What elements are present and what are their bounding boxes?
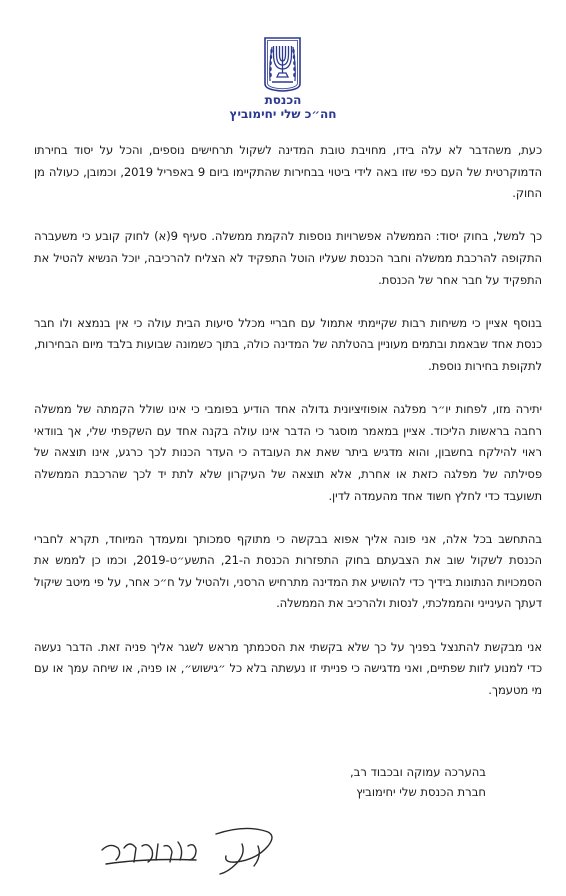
paragraph: בנוסף אציין כי משיחות רבות שקיימתי אתמול עם חבריי מכלל סיעות הבית עולה כי אין בנמצא ולו חבר כנסת אחד שבאמת ובתמים מעוניין בהטלתה של המדינה כולה, בתוך כשמונה שבועות בלבד מיום הבחירות, לתקופת בחירות נוספת. xyxy=(34,315,542,373)
paragraph: בהתחשב בכל אלה, אני פונה אליך אפוא בבקשה כי מתוקף סמכותך ומעמדך המיוחד, תקרא לחברי הכנסת לשקול שוב את הצבעתם בחוק התפזרות הכנסת ה-21, התשע״ט-2019, וכמו כן לממש את הסמכויות הנתונות בידיך כדי להושיע את המדינה מתרחיש הרסני, ולהטיל על ח״כ אחר, על פי מיטב שיקול דעתך העינייני והממלכתי, לנסות ולהרכיב את הממשלה. xyxy=(34,531,543,611)
member-name: חה״כ שלי יחימוביץ xyxy=(229,107,337,121)
paragraph: כך למשל, בחוק יסוד: הממשלה אפשרויות נוספות להקמת ממשלה. סעיף 9(א) לחוק קובע כי משעברה התקופה להרכבת ממשלה וחבר הכנסת שעליו הוטל התפקיד לא הצליח להרכיבה, יוכל הנשיא להטיל את התפקיד על חבר אחר של הכנסת. xyxy=(34,229,542,287)
institution-name: הכנסת xyxy=(264,93,302,107)
paragraph: כעת, משהדבר לא עלה בידו, מחויבת טובת המדינה לשקול תרחישים נוספים, והכל על יסוד בחירתו הדמוקרטית של העם כפי שזו באה לידי ביטוי בבחירות שהתקיימו ביום 9 באפריל 2019, וכמובן, כעולה מן החוק. xyxy=(34,143,542,201)
paragraph: יתירה מזו, לפחות יו״ר מפלגה אופוזיציונית גדולה אחד הודיע בפומבי כי אינו שולל הקמתה של ממשלה רחבה בראשות הליכוד. אציין במאמר מוסגר כי הדבר אינו עולה בקנה אחד עם השקפתי שלי, אך בוודאי ראוי להילקח בחשבון, והוא מדגיש ביתר שאת את העובדה כי העדר הכנות לכך כרגע, אינו תוצאה של פסילתה של מפלגה כזאת או אחרת, אלא תוצאה של העיקרון שלא לתת יד לכך שהרכבת הממשלה תשועבד כדי לחלץ חשוד אחד מהעמדה לדין. xyxy=(34,402,542,503)
letter-body xyxy=(34,140,542,723)
closing-block xyxy=(20,762,490,802)
menorah-emblem-icon xyxy=(264,37,301,92)
signatory-name: חברת הכנסת שלי יחימוביץ xyxy=(356,785,486,799)
handwritten-signature-icon xyxy=(96,820,286,878)
closing-regards: בהערכה עמוקה ובכבוד רב, xyxy=(349,765,486,779)
paragraph: אני מבקשת להתנצל בפניך על כך שלא בקשתי את הסכמתך מראש לשגר אליך פניה זאת. הדבר נעשה כדי למנוע לזות שפתיים, ואני מדגישה כי פנייתי זו נעשתה בלא כל ״גישוש״, או פניה, או שיחה עמך או עם מי מטעמך. xyxy=(34,639,542,697)
